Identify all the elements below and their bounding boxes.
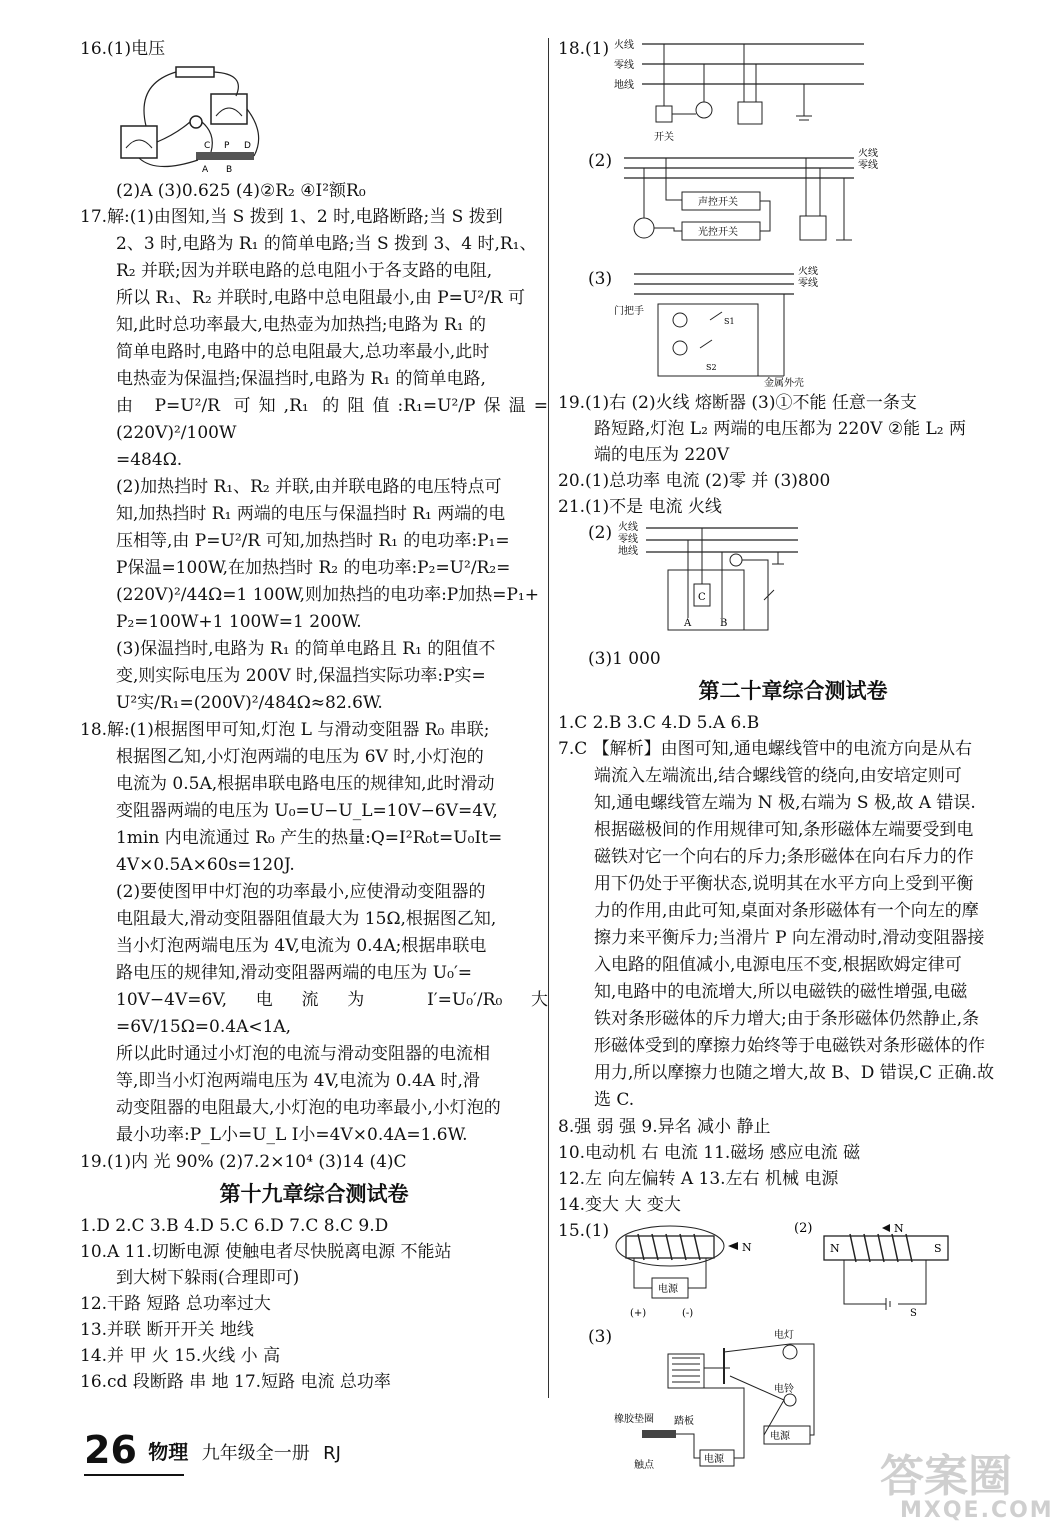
socket-icon [738, 102, 762, 124]
q18-line: 根据图乙知,小灯泡两端的电压为 6V 时,小灯泡的 [116, 747, 484, 767]
chapter19-title: 第十九章综合测试卷 [219, 1182, 409, 1206]
door-handle-label: 门把手 [614, 306, 644, 317]
compass-needle-icon [728, 1242, 738, 1250]
ch20-line: 8.强 弱 强 9.异名 减小 静止 [558, 1117, 771, 1137]
q16-circuit-figure [116, 64, 316, 176]
ch20-line: 14.变大 大 变大 [558, 1195, 681, 1215]
q17-line: 变,则实际电压为 200V 时,保温挡实际功率:P实= [116, 666, 486, 686]
metal-shell-label: 金属外壳 [764, 378, 804, 388]
zero-wire-label-2: 零线 [858, 160, 878, 171]
r21-part2 [558, 520, 1028, 646]
q18-line: 4V×0.5A×60s=120J. [116, 855, 295, 875]
ch19-line: 16.cd 段断路 串 地 17.短路 电流 总功率 [80, 1372, 391, 1392]
footer-edition: RJ [323, 1443, 341, 1464]
svg-text:C: C [698, 592, 706, 603]
wiring-diagram-3 [614, 266, 894, 388]
svg-text:A: A [202, 165, 209, 175]
ch20-q7-line: 入电路的阻值减小,电源电压不变,根据欧姆定律可 [594, 955, 962, 975]
ch20-q7-line: 力的作用,由此可知,桌面对条形磁体有一个向左的摩 [594, 901, 979, 921]
power-label-3: 电源 [704, 1454, 724, 1465]
r18-part2 [558, 148, 1028, 266]
q18-line: (2)要使图甲中灯泡的功率最小,应使滑动变阻器的 [116, 882, 486, 902]
ground-wire-label: 地线 [614, 80, 634, 91]
lamp-icon [673, 313, 687, 327]
lamp-label: 电灯 [774, 1330, 794, 1341]
wiring-diagram-1 [614, 36, 874, 146]
ch20-mc-answers: 1.C 2.B 3.C 4.D 5.A 6.B [558, 713, 760, 733]
q17-line: 知,此时总功率最大,电热壶为加热挡;电路为 R₁ 的 [116, 315, 486, 335]
footer-rule [84, 1474, 184, 1476]
svg-text:S2: S2 [706, 363, 717, 372]
wiring-diagram-2 [614, 148, 904, 264]
q17-line: 简单电路时,电路中的总电阻最大,总功率最小,此时 [116, 342, 490, 362]
r18-1-label: 18.(1) [558, 39, 610, 59]
svg-text:(2): (2) [794, 1221, 813, 1236]
watermark-logo: 答案圈 [880, 1451, 1012, 1502]
q17-line: U²实/R₁=(200V)²/484Ω≈82.6W. [116, 693, 383, 713]
q17-line: =484Ω. [116, 450, 183, 470]
bell-icon [784, 1394, 796, 1406]
wiring-diagram-4 [618, 520, 838, 644]
ch20-q7-line: 用下仍处于平衡状态,说明其在水平方向上受到平衡 [594, 874, 974, 894]
q17-line: 电热壶为保温挡;保温挡时,电路为 R₁ 的简单电路, [116, 369, 486, 389]
switch-icon [656, 106, 672, 122]
zero-wire-label: 零线 [614, 60, 634, 71]
svg-text:N: N [894, 1222, 904, 1235]
fire-wire-label-3: 火线 [798, 266, 818, 277]
r21-2-label: (2) [588, 523, 613, 543]
electromagnet-icon [668, 1354, 704, 1388]
svg-text:N: N [830, 1242, 840, 1255]
q19-answers: 19.(1)内 光 90% (2)7.2×10⁴ (3)14 (4)C [80, 1152, 407, 1172]
bell-label: 电铃 [774, 1384, 794, 1395]
q18-line: 最小功率:P_L小=U_L I小=4V×0.4A=1.6W. [116, 1125, 468, 1145]
ch20-q7 [558, 736, 1028, 1114]
ch20-q7-line: 用力,所以摩擦力也随之增大,故 B、D 错误,C 正确.故 [594, 1063, 994, 1083]
plus-label: (+) [630, 1308, 647, 1319]
ch20-q7-line: 知,电路中的电流增大,所以电磁铁的磁性增强,电磁 [594, 982, 968, 1002]
column-divider [548, 38, 549, 1398]
svg-text:B: B [226, 165, 233, 175]
q18-line: 路电压的规律知,滑动变阻器两端的电压为 U₀′= [116, 963, 473, 983]
r19-line: 19.(1)右 (2)火线 熔断器 (3)①不能 任意一条支 [558, 393, 917, 413]
q18-line: 10V−4V=6V,电流为 I′=U₀′/R₀大=6V/15Ω=0.4A<1A, [116, 990, 548, 1037]
contact-label: 触点 [634, 1460, 654, 1471]
ch19-line: 10.A 11.切断电源 使触电者尽快脱离电源 不能站 [80, 1242, 452, 1262]
page-number: 26 [84, 1428, 137, 1472]
left-column [80, 36, 548, 1395]
chapter20-title: 第二十章综合测试卷 [698, 679, 888, 703]
q18-line: 等,即当小灯泡两端电压为 4V,电流为 0.4A 时,滑 [116, 1071, 480, 1091]
voltmeter-icon [211, 94, 247, 124]
q17-line: 由 P=U²/R 可知,R₁ 的阻值:R₁=U²/P保温=(220V)²/100W [116, 396, 548, 443]
q17-line: R₂ 并联;因为并联电路的总电阻小于各支路的电阻, [116, 261, 493, 281]
q17-line: 知,加热挡时 R₁ 两端的电压与保温挡时 R₁ 两端的电 [116, 504, 506, 524]
power-label-2: 电源 [770, 1431, 790, 1442]
svg-text:B: B [720, 618, 728, 629]
q18-line: 电阻最大,滑动变阻器阻值最大为 15Ω,根据图乙知, [116, 909, 497, 929]
footer-grade: 九年级全一册 [201, 1443, 310, 1464]
q17-line: (220V)²/44Ω=1 100W,则加热挡的电功率:P加热=P₁+ [116, 585, 539, 605]
lamp-icon [730, 554, 742, 566]
plate-label: 踏板 [674, 1416, 694, 1427]
page-footer [84, 1428, 341, 1472]
ch19-line: 到大树下躲雨(合理即可) [116, 1268, 300, 1288]
svg-text:P: P [224, 141, 230, 151]
ground-wire-label-4: 地线 [618, 546, 638, 557]
q18-line: 变阻器两端的电压为 U₀=U−U_L=10V−6V=4V, [116, 801, 498, 821]
rheostat-icon [196, 152, 254, 160]
watermark-site: MXQE.COM [900, 1498, 1054, 1523]
ch20-q7-line: 铁对条形磁体的斥力增大;由于条形磁体仍然静止,条 [594, 1009, 980, 1029]
q17-line: 压相等,由 P=U²/R 可知,加热挡时 R₁ 的电功率:P₁= [116, 531, 510, 551]
q18-line: 18.解:(1)根据图甲可知,灯泡 L 与滑动变阻器 R₀ 串联; [80, 720, 490, 740]
fire-wire-label-4: 火线 [618, 522, 638, 533]
q17-line: (3)保温挡时,电路为 R₁ 的简单电路且 R₁ 的阻值不 [116, 639, 496, 659]
lamp-icon [634, 218, 654, 238]
ch20-q7-line: 端流入左端流出,结合螺线管的绕向,由安培定则可 [594, 766, 962, 786]
q17-line: 2、3 时,电路为 R₁ 的简单电路;当 S 拨到 3、4 时,R₁、 [116, 234, 537, 254]
q18-line: 电流为 0.5A,根据串联电路电压的规律知,此时滑动 [116, 774, 495, 794]
q16-answers: (2)A (3)0.625 (4)②R₂ ④I²额R₀ [116, 181, 366, 201]
power-label-1: 电源 [658, 1284, 678, 1295]
right-column [558, 36, 1028, 1474]
ammeter-icon [121, 126, 157, 158]
q18-line: 1min 内电流通过 R₀ 产生的热量:Q=I²R₀t=U₀It= [116, 828, 503, 848]
light-switch-label: 光控开关 [698, 227, 738, 238]
fire-wire-label: 火线 [614, 40, 634, 51]
r15-part12 [558, 1218, 1028, 1324]
ch19-line: 13.并联 断开开关 地线 [80, 1320, 254, 1340]
sound-switch-label: 声控开关 [698, 197, 738, 208]
lamp-icon [696, 102, 712, 118]
r18-2-label: (2) [588, 151, 613, 171]
r15-3-label: (3) [588, 1327, 613, 1347]
switch-label: 开关 [654, 132, 674, 143]
bulb-icon [190, 116, 202, 128]
ch20-line: 12.左 向左偏转 A 13.左右 机械 电源 [558, 1169, 839, 1189]
footer-subject: 物理 [148, 1440, 189, 1464]
svg-text:D: D [244, 141, 251, 151]
r18-part3 [558, 266, 1028, 390]
q17-line: (2)加热挡时 R₁、R₂ 并联,由并联电路的电压特点可 [116, 477, 502, 497]
q17-line: P₂=100W+1 100W=1 200W. [116, 612, 362, 632]
q17-solution [80, 204, 548, 717]
ch20-q7-line: 选 C. [594, 1090, 635, 1110]
ch20-q7-line: 知,通电螺线管左端为 N 极,右端为 S 极,故 A 错误. [594, 793, 976, 813]
motor-icon [673, 341, 687, 355]
r21-part3: (3)1 000 [588, 649, 661, 669]
ch19-line: 12.干路 短路 总功率过大 [80, 1294, 271, 1314]
zero-wire-label-3: 零线 [798, 278, 818, 289]
svg-text:S: S [934, 1242, 942, 1255]
q18-line: 所以此时通过小灯泡的电流与滑动变阻器的电流相 [116, 1044, 490, 1064]
svg-text:S: S [910, 1308, 917, 1318]
ch20-q7-line: 7.C 【解析】由图可知,通电螺线管中的电流方向是从右 [558, 739, 973, 759]
q17-line: 17.解:(1)由图知,当 S 拨到 1、2 时,电路断路;当 S 拨到 [80, 207, 503, 227]
q18-line: 当小灯泡两端电压为 4V,电流为 0.4A;根据串联电 [116, 936, 487, 956]
r19-line: 端的电压为 220V [594, 445, 730, 465]
solenoid-figure-1 [614, 1222, 764, 1322]
r20-answers: 20.(1)总功率 电流 (2)零 并 (3)800 [558, 471, 831, 491]
q16-head: 16.(1)电压 [80, 39, 166, 59]
zero-wire-label-4: 零线 [618, 534, 638, 545]
svg-text:A: A [684, 618, 692, 629]
rubber-gasket-label: 橡胶垫圈 [614, 1414, 654, 1425]
svg-text:S1: S1 [724, 317, 735, 326]
minus-label: (-) [682, 1308, 694, 1319]
r19-answers [558, 390, 1028, 468]
ch20-line: 10.电动机 右 电流 11.磁场 感应电流 磁 [558, 1143, 861, 1163]
solenoid-figure-2 [794, 1218, 964, 1318]
ch19-line: 14.并 甲 火 15.火线 小 高 [80, 1346, 281, 1366]
q17-line: P保温=100W,在加热挡时 R₂ 的电功率:P₂=U²/R₂= [116, 558, 511, 578]
r18-3-label: (3) [588, 269, 613, 289]
lamp-icon [783, 1345, 797, 1359]
svg-text:N: N [742, 1241, 752, 1254]
ch20-q7-line: 磁铁对它一个向右的斥力;条形磁体在向右斥力的作 [594, 847, 974, 867]
q18-solution [80, 717, 548, 1149]
q17-line: 所以 R₁、R₂ 并联时,电路中总电阻最小,由 P=U²/R 可 [116, 288, 526, 308]
ch19-line: 1.D 2.C 3.B 4.D 5.C 6.D 7.C 8.C 9.D [80, 1216, 389, 1236]
ch20-q7-line: 擦力来平衡斥力;当滑片 P 向左滑动时,滑动变阻器接 [594, 928, 985, 948]
ch20-q7-line: 形磁体受到的摩擦力始终等于电磁铁对条形磁体的作 [594, 1036, 985, 1056]
relay-circuit-figure [614, 1324, 894, 1472]
appliance-box [668, 570, 744, 630]
socket-icon [800, 216, 826, 240]
q18-line: 动变阻器的电阻最大,小灯泡的电功率最小,小灯泡的 [116, 1098, 501, 1118]
r18-part1 [558, 36, 1028, 148]
r15-1-label: 15.(1) [558, 1221, 610, 1241]
r19-line: 路短路,灯泡 L₂ 两端的电压都为 220V ②能 L₂ 两 [594, 419, 966, 439]
ch20-q7-line: 根据磁极间的作用规律可知,条形磁体左端要受到电 [594, 820, 974, 840]
r21-answers: 21.(1)不是 电流 火线 [558, 497, 722, 517]
svg-text:C: C [204, 141, 211, 151]
fire-wire-label-2: 火线 [858, 148, 878, 159]
